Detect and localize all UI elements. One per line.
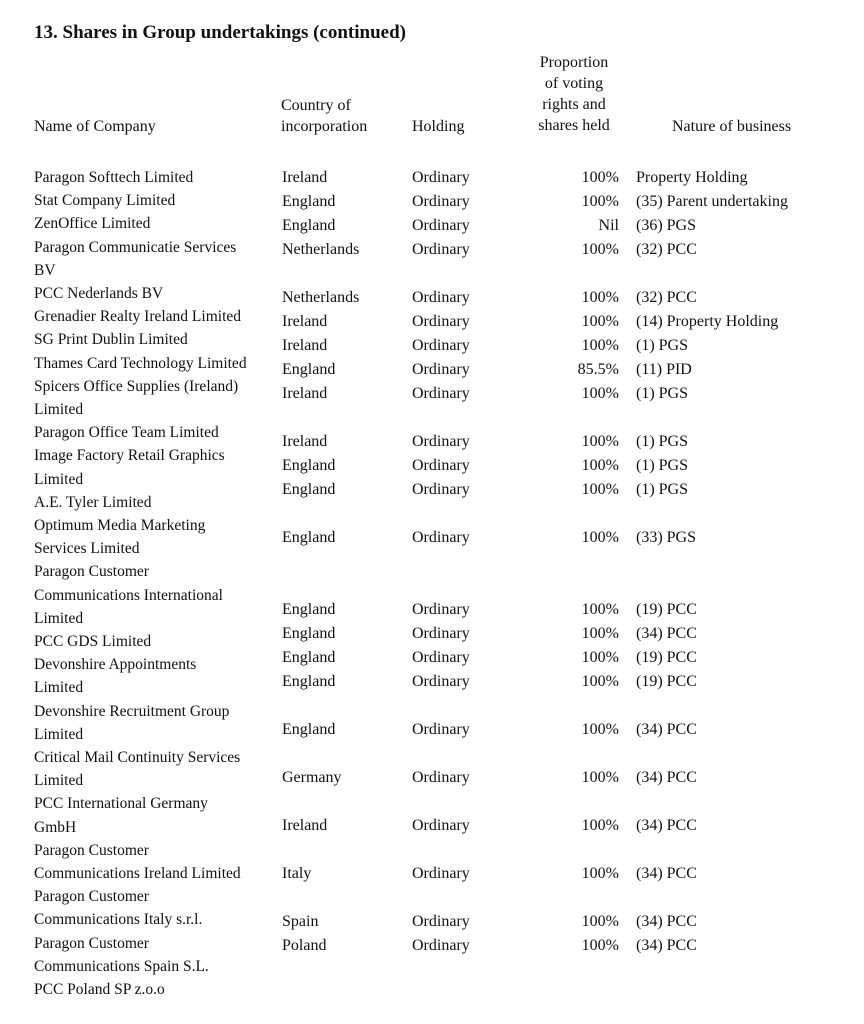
holding-cell: Ordinary [412,337,470,354]
country-cell: England [282,193,336,210]
nature-of-business-cell: (11) PID [636,361,692,378]
nature-of-business-cell: (19) PCC [636,601,697,618]
company-name-line: Critical Mail Continuity Services [34,749,241,766]
header-proportion-line: rights and [542,96,606,113]
company-name-line: Limited [34,470,84,488]
header-proportion-line: shares held [538,117,610,134]
holding-cell: Ordinary [412,217,470,234]
company-name-line: Devonshire Recruitment Group [34,702,230,720]
country-cell: Poland [282,937,327,954]
holding-cell: Ordinary [412,241,470,258]
holding-cell: Ordinary [412,385,470,402]
company-name-line: Limited [34,772,84,790]
proportion-cell: 100% [581,673,619,690]
proportion-cell: 100% [581,937,619,954]
company-name-line: Image Factory Retail Graphics [34,447,225,465]
nature-of-business-cell: (33) PGS [636,529,697,546]
nature-of-business-cell: (19) PCC [636,649,697,666]
holding-cell: Ordinary [412,625,470,642]
company-name-line: BV [34,261,56,279]
company-name-line: PCC GDS Limited [34,633,152,650]
proportion-cell: 100% [581,769,619,786]
header-country-line: Country of [281,97,351,114]
company-name-line: Paragon Customer [34,563,149,581]
company-name-line: Communications Ireland Limited [34,865,241,882]
country-cell: Ireland [282,169,328,186]
nature-of-business-cell: (34) PCC [636,865,697,882]
holding-cell: Ordinary [412,457,470,474]
holding-cell: Ordinary [412,817,470,834]
section-title: 13. Shares in Group undertakings (continued) [34,22,406,43]
company-name-line: Optimum Media Marketing [34,517,206,534]
proportion-cell: 85.5% [577,361,619,378]
country-cell: England [282,721,336,738]
company-name-line: PCC Nederlands BV [34,285,164,302]
company-name-line: PCC Poland SP z.o.o [34,981,165,998]
holding-cell: Ordinary [412,601,470,618]
company-name-line: Thames Card Technology Limited [34,354,247,372]
header-proportion-line: Proportion [539,54,609,71]
company-name-line: SG Print Dublin Limited [34,331,188,349]
proportion-cell: 100% [581,601,619,618]
country-cell: England [282,361,336,378]
proportion-cell: 100% [581,169,619,186]
nature-of-business-cell: (19) PCC [636,673,697,690]
proportion-cell: 100% [581,337,619,354]
header-holding: Holding [412,118,465,135]
proportion-cell: 100% [581,529,619,546]
company-name-line: Communications Spain S.L. [34,957,209,975]
holding-cell: Ordinary [412,169,470,186]
holding-cell: Ordinary [412,649,470,666]
nature-of-business-cell: (1) PGS [636,481,689,498]
proportion-cell: 100% [581,817,619,834]
holding-cell: Ordinary [412,937,470,954]
nature-of-business-cell: (35) Parent undertaking [636,193,788,210]
proportion-cell: 100% [581,625,619,642]
company-name-line: Devonshire Appointments [34,656,197,674]
country-cell: Italy [282,865,312,882]
country-cell: Ireland [282,313,328,330]
company-name-line: Grenadier Realty Ireland Limited [34,308,242,326]
holding-cell: Ordinary [412,193,470,210]
holding-cell: Ordinary [412,913,470,930]
country-cell: Netherlands [282,241,360,258]
company-name-line: Paragon Office Team Limited [34,424,219,442]
proportion-cell: 100% [581,313,619,330]
header-nature-of-business: Nature of business [672,118,792,135]
nature-of-business-cell: (32) PCC [636,289,697,306]
nature-of-business-cell: (1) PGS [636,433,689,450]
nature-of-business-cell: (14) Property Holding [636,313,779,330]
holding-cell: Ordinary [412,865,470,882]
country-cell: Ireland [282,337,328,354]
country-cell: Spain [282,913,319,930]
holding-cell: Ordinary [412,769,470,786]
company-name-line: GmbH [34,818,77,836]
holding-cell: Ordinary [412,313,470,330]
nature-of-business-cell: (32) PCC [636,241,697,258]
header-proportion [520,52,628,136]
company-name-line: Stat Company Limited [34,192,176,210]
country-cell: Netherlands [282,289,360,306]
company-name-line: Communications Italy s.r.l. [34,911,203,929]
proportion-cell: 100% [581,385,619,402]
holding-cell: Ordinary [412,673,470,690]
nature-of-business-cell: (34) PCC [636,817,697,834]
proportion-cell: 100% [581,649,619,666]
country-cell: England [282,217,336,234]
proportion-cell: 100% [581,481,619,498]
proportion-cell: 100% [581,913,619,930]
nature-of-business-cell: (34) PCC [636,721,697,738]
company-name-line: PCC International Germany [34,795,208,813]
country-cell: Germany [282,769,342,786]
company-name-line: Limited [34,725,84,743]
nature-of-business-cell: (34) PCC [636,913,697,930]
proportion-cell: 100% [581,865,619,882]
company-name-line: Services Limited [34,540,140,558]
country-cell: Ireland [282,433,328,450]
holding-cell: Ordinary [412,721,470,738]
company-name-line: Paragon Customer [34,888,149,906]
company-name-line: A.E. Tyler Limited [34,493,152,511]
proportion-cell: 100% [581,289,619,306]
company-name-line: ZenOffice Limited [34,215,151,233]
header-name-of-company: Name of Company [34,118,156,135]
proportion-cell: 100% [581,193,619,210]
company-name-line: Paragon Customer [34,934,149,952]
nature-of-business-cell: (34) PCC [636,625,697,642]
holding-cell: Ordinary [412,529,470,546]
company-name-line: Paragon Customer [34,841,149,859]
company-name-line: Limited [34,679,84,697]
company-name-line: Limited [34,609,84,627]
header-country-of-incorporation [281,95,367,137]
header-proportion-line: of voting [544,75,604,92]
country-cell: England [282,673,336,690]
country-cell: England [282,457,336,474]
holding-cell: Ordinary [412,289,470,306]
country-cell: England [282,601,336,618]
country-cell: England [282,649,336,666]
nature-of-business-cell: (1) PGS [636,457,689,474]
country-cell: England [282,625,336,642]
company-name-line: Communications International [34,586,223,604]
nature-of-business-cell: (36) PGS [636,217,697,234]
country-cell: Ireland [282,817,328,834]
proportion-cell: 100% [581,457,619,474]
holding-cell: Ordinary [412,481,470,498]
holding-cell: Ordinary [412,433,470,450]
company-name-line: Paragon Softtech Limited [34,169,194,186]
company-name-line: Spicers Office Supplies (Ireland) [34,377,239,395]
proportion-cell: 100% [581,433,619,450]
country-cell: England [282,529,336,546]
nature-of-business-cell: (1) PGS [636,337,689,354]
nature-of-business-cell: (1) PGS [636,385,689,402]
company-name-line: Limited [34,401,84,418]
proportion-cell: 100% [581,721,619,738]
company-name-line: Paragon Communicatie Services [34,238,237,256]
proportion-cell: Nil [598,217,619,234]
country-cell: England [282,481,336,498]
country-cell: Ireland [282,385,328,402]
proportion-cell: 100% [581,241,619,258]
nature-of-business-cell: (34) PCC [636,937,697,954]
header-country-line: incorporation [281,118,368,135]
nature-of-business-cell: Property Holding [636,169,748,186]
nature-of-business-cell: (34) PCC [636,769,697,786]
holding-cell: Ordinary [412,361,470,378]
